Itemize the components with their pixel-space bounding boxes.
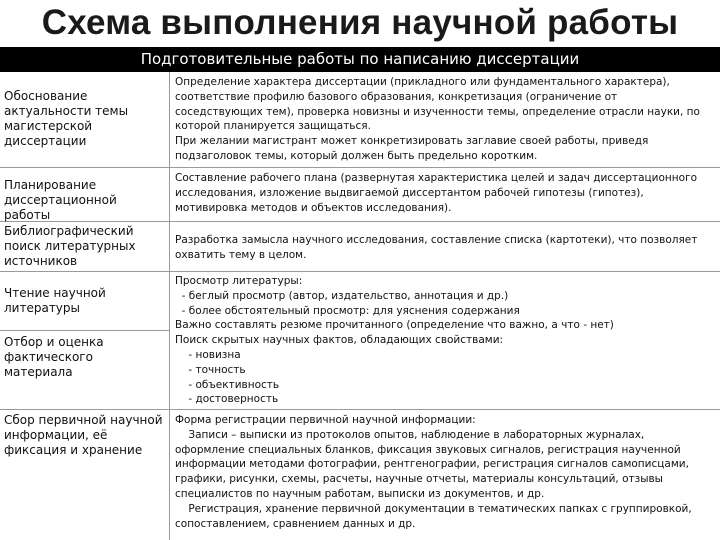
table-row [0,168,720,222]
text-line: Составление рабочего плана (развернутая характеристика целей и задач диссертационного [175,172,698,184]
row-label: Обоснование актуальности темы магистерской диссертации [4,89,129,148]
text-line: Регистрация, хранение первичной документации в тематических папках с группировкой, [175,502,692,515]
text-line: Форма регистрации первичной научной информации: [175,414,476,426]
table-row [0,222,720,272]
text-line: При желании магистрант может конкретизировать заглавие своей работы, приведя [175,135,649,148]
text-line: - беглый просмотр (автор, издательство, аннотация и др.) [175,289,509,302]
row-content [175,413,715,531]
text-line: - объективность [175,378,280,391]
row-label: Отбор и оценка фактического материала [4,335,104,379]
text-line: сопоставлением, сравнением данных и др. [175,517,416,530]
text-line: - достоверность [175,393,279,406]
merged-content [175,274,715,407]
row-content [175,171,715,215]
text-line: которой планируется защищаться. [175,120,371,133]
row-content [175,233,715,263]
text-line: Просмотр литературы: [175,275,303,287]
section-header: Подготовительные работы по написанию диссертации [0,47,720,72]
row-label: Чтение научной литературы [4,286,106,315]
row-label: Сбор первичной научной информации, её фиксация и хранение [4,413,163,457]
text-line: Поиск скрытых научных фактов, обладающих свойствами: [175,334,504,347]
text-line: графики, рисунки, схемы, расчеты, научные отчеты, материалы консультаций, отзывы [175,473,663,486]
text-line: соседствующих тем), проверка новизны и изученности темы, определение отрасли науки, по [175,105,700,118]
text-line: Разработка замысла научного исследования, составление списка (картотеки), что позволяет [175,234,698,246]
text-line: оформление специальных бланков, фиксация звуковых сигналов, регистрация наученной [175,443,681,456]
table-row [0,410,720,539]
page-title: Схема выполнения научной работы [41,3,679,42]
row-label: Планирование диссертационной работы [4,178,117,222]
text-line: - точность [175,363,246,376]
text-line: информации методами фотографии, рентгенографии, регистрация сигналов самописцами, [175,458,689,471]
text-line: специалистов по научным работам, выписки из документов, и др. [175,487,545,500]
row-label: Библиографический поиск литературных источников [4,224,136,268]
text-line: Определение характера диссертации (прикладного или фундаментального характера), [175,76,670,88]
text-line: исследования, изложение выдвигаемой диссертантом рабочей гипотезы (гипотез), [175,186,644,199]
table-row [0,72,720,168]
text-line: мотивировка методов и объектов исследования). [175,201,452,214]
text-line: Важно составлять резюме прочитанного (определение что важно, а что - нет) [175,319,614,332]
row-content [175,75,715,164]
text-line: соответствие профилю базового образования, конкретизация (ограничение от [175,90,618,103]
text-line: Записи – выписки из протоколов опытов, наблюдение в лабораторных журналах, [175,428,645,441]
text-line: охватить тему в целом. [175,248,307,261]
text-line: - новизна [175,348,241,361]
text-line: - более обстоятельный просмотр: для уяснения содержания [175,304,520,317]
text-line: подзаголовок темы, который должен быть предельно коротким. [175,149,538,162]
